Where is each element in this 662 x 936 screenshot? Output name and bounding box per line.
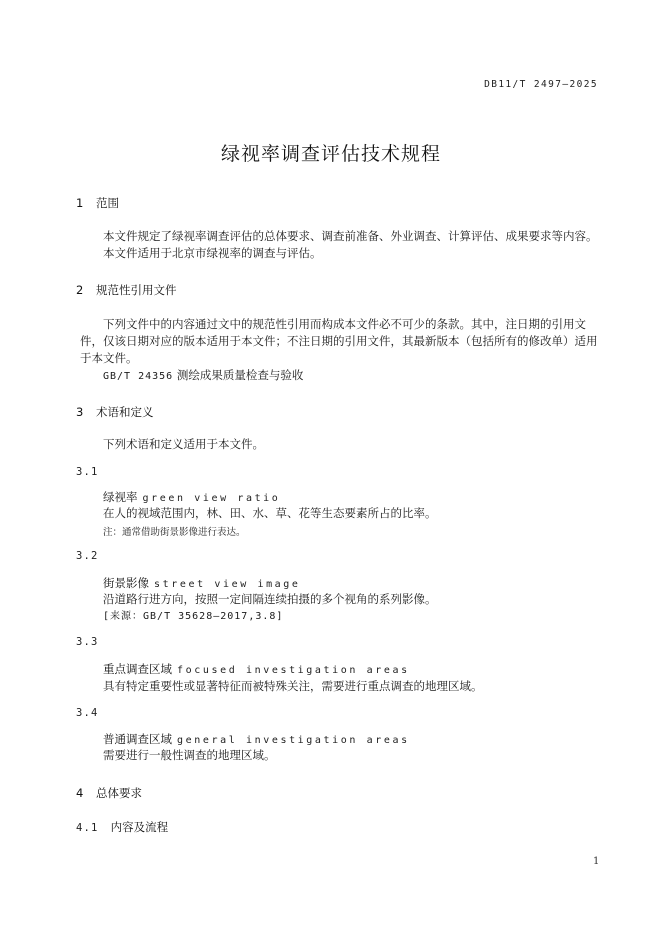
term-english: focused investigation areas [177, 665, 410, 676]
terms-intro-paragraph: 下列术语和定义适用于本文件。 [103, 437, 264, 451]
reference-code: GB/T 24356 [103, 371, 174, 382]
term-number: 3.3 [76, 636, 99, 648]
note-text: 通常借助街景影像进行表达。 [122, 527, 246, 538]
document-title: 绿视率调查评估技术规程 [220, 143, 441, 165]
note-label: 注： [103, 527, 123, 538]
term-definition: 沿道路行进方向，按照一定间隔连续拍摄的多个视角的系列影像。 [103, 592, 437, 606]
page-number: 1 [593, 856, 600, 867]
term-english: green view ratio [142, 493, 281, 504]
normative-references-paragraph: 下列文件中的内容通过文中的规范性引用而构成本文件必不可少的条款。其中，注日期的引用文件，仅该日期对应的版本适用于本文件；不注日期的引用文件，其最新版本（包括所有的修改单）适用于本文件。 [80, 317, 598, 365]
scope-paragraph-2: 本文件适用于北京市绿视率的调查与评估。 [103, 246, 322, 260]
term-heading [103, 575, 301, 591]
document-code: DB11/T 2497—2025 [484, 79, 598, 90]
section-2-heading [76, 282, 177, 298]
section-title: 范围 [96, 196, 119, 210]
term-heading [103, 489, 280, 505]
term-chinese: 普通调查区域 [103, 732, 172, 746]
reference-title: 测绘成果质量检查与验收 [176, 368, 304, 382]
term-note [103, 524, 246, 538]
section-title: 规范性引用文件 [96, 283, 177, 297]
section-number: 1 [76, 196, 84, 210]
section-title: 总体要求 [96, 786, 142, 800]
section-number: 3 [76, 405, 84, 419]
term-chinese: 重点调查区域 [103, 662, 172, 676]
term-definition: 具有特定重要性或显著特征而被特殊关注，需要进行重点调查的地理区域。 [103, 679, 483, 693]
term-chinese: 街景影像 [103, 576, 149, 590]
subsection-title: 内容及流程 [110, 820, 169, 834]
scope-paragraph-1: 本文件规定了绿视率调查评估的总体要求、调查前准备、外业调查、计算评估、成果要求等内容。 [103, 229, 598, 243]
term-definition: 需要进行一般性调查的地理区域。 [103, 748, 276, 762]
section-number: 4 [76, 786, 84, 800]
section-4-heading [76, 785, 142, 801]
term-number: 3.4 [76, 707, 99, 719]
reference-entry [103, 367, 601, 385]
section-3-heading [76, 404, 154, 420]
term-chinese: 绿视率 [103, 490, 138, 504]
term-english: street view image [154, 579, 301, 590]
section-1-heading [76, 195, 119, 211]
term-english: general investigation areas [177, 735, 410, 746]
term-heading [103, 731, 410, 747]
section-title: 术语和定义 [96, 405, 154, 419]
section-number: 2 [76, 283, 84, 297]
term-number: 3.1 [76, 466, 99, 478]
term-number: 3.2 [76, 550, 99, 562]
term-heading [103, 661, 410, 677]
subsection-number: 4.1 [76, 822, 99, 834]
subsection-4-1-heading [76, 819, 168, 835]
term-definition: 在人的视域范围内，林、田、水、草、花等生态要素所占的比率。 [103, 506, 437, 520]
term-source: [来源：GB/T 35628—2017,3.8] [103, 611, 284, 622]
